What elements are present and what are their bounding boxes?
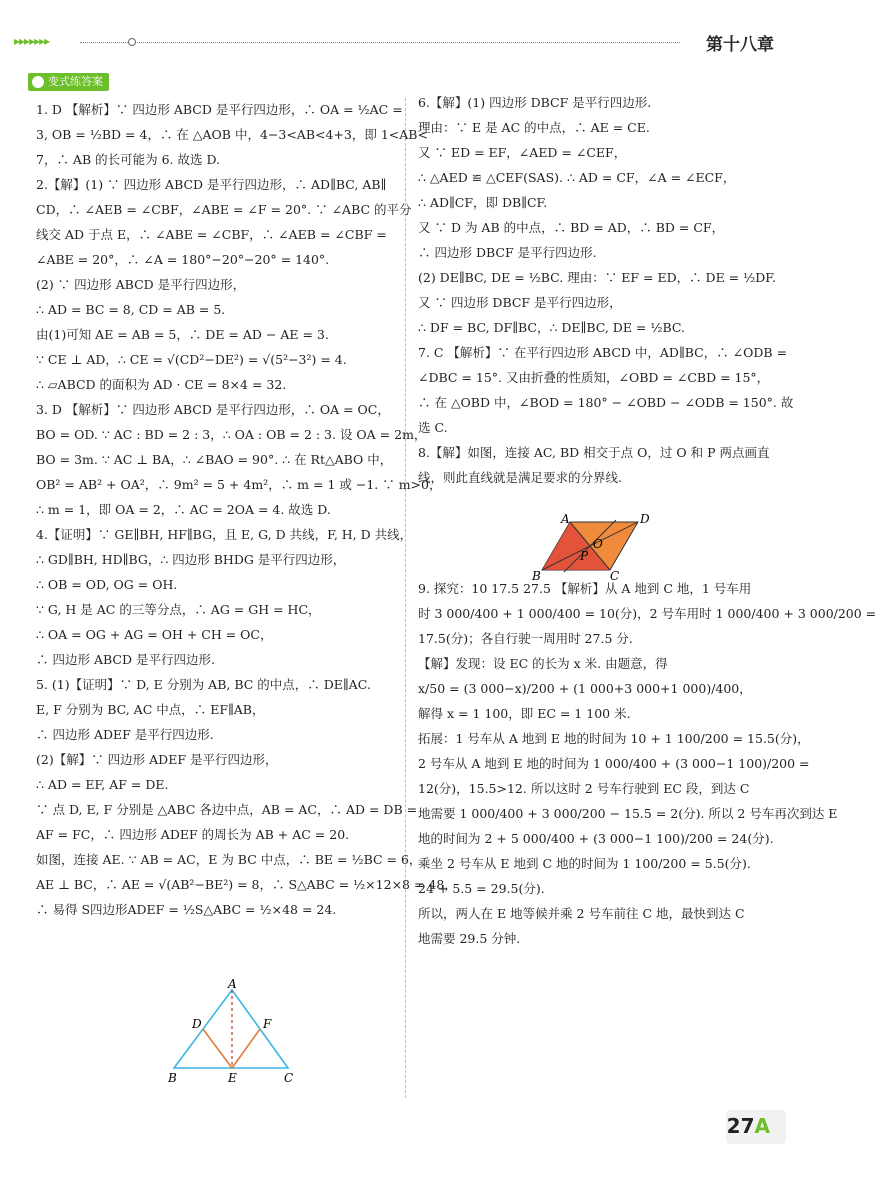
text-line: ∴ OB = OD, OG = OH. — [36, 577, 178, 592]
text-line: (2) DE∥BC, DE = ½BC. 理由：∵ EF = ED，∴ DE = ½DF. — [418, 270, 776, 285]
text-line: 5. (1)【证明】∵ D, E 分别为 AB, BC 的中点，∴ DE∥AC. — [36, 677, 371, 692]
text-line: OB² = AB² + OA²，∴ 9m² = 5 + 4m²，∴ m = 1 或 −1. ∵ m>0， — [36, 477, 442, 492]
text-line: 又 ∵ ED = EF，∠AED = ∠CEF， — [418, 145, 627, 160]
label-c2: C — [610, 569, 620, 583]
text-line: 2 号车从 A 地到 E 地的时间为 1 000/400 + (3 000−1 100)/200 = — [418, 756, 810, 771]
header-arrows: ▸▸▸▸▸▸▸ — [14, 34, 50, 48]
text-line: ∴ 易得 S四边形ADEF = ½S△ABC = ½×48 = 24. — [36, 902, 337, 917]
text-line: 时 3 000/400 + 1 000/400 = 10(分)，2 号车用时 1 000/400 + 3 000/200 = — [418, 606, 876, 621]
text-line: BO = 3m. ∵ AC ⊥ BA，∴ ∠BAO = 90°. ∴ 在 Rt△ABO 中， — [36, 452, 393, 467]
chapter-title: 第十八章 — [706, 35, 774, 55]
label-o: O — [593, 537, 603, 551]
text-line: 地的时间为 2 + 5 000/400 + (3 000−1 100)/200 = 24(分). — [418, 831, 774, 846]
parallelogram-figure — [530, 512, 660, 582]
page-number-mark: A — [754, 1114, 770, 1138]
text-line: ∠ABE = 20°，∴ ∠A = 180°−20°−20° = 140°. — [36, 252, 330, 267]
label-c: C — [284, 1071, 294, 1085]
text-line: (2) ∵ 四边形 ABCD 是平行四边形， — [36, 277, 246, 292]
label-a: A — [228, 977, 237, 991]
text-line: ∴ 四边形 ABCD 是平行四边形. — [36, 652, 215, 667]
text-line: BO = OD. ∵ AC : BD = 2 : 3，∴ OA : OB = 2 : 3. 设 OA = 2m， — [36, 427, 427, 442]
text-line: ∴ △AED ≌ △CEF(SAS). ∴ AD = CF，∠A = ∠ECF， — [418, 170, 736, 185]
text-line: 又 ∵ 四边形 DBCF 是平行四边形， — [418, 295, 622, 310]
text-line: 地需要 1 000/400 + 3 000/200 − 15.5 = 2(分). 所以 2 号车再次到达 E — [418, 806, 838, 821]
text-line: ∴ DF = BC, DF∥BC，∴ DE∥BC, DE = ½BC. — [418, 320, 685, 335]
text-line: 24 + 5.5 = 29.5(分). — [418, 881, 545, 896]
text-line: 9. 探究：10 17.5 27.5 【解析】从 A 地到 C 地，1 号车用 — [418, 581, 752, 596]
text-line: ∴ 四边形 ADEF 是平行四边形. — [36, 727, 214, 742]
text-line: 选 C. — [418, 420, 448, 435]
header-circle-ornament — [128, 38, 136, 46]
text-line: 8.【解】如图，连接 AC, BD 相交于点 O，过 O 和 P 两点画直 — [418, 445, 770, 460]
text-line: 线，则此直线就是满足要求的分界线. — [418, 470, 622, 485]
text-line: 12(分)，15.5>12. 所以这时 2 号车行驶到 EC 段，到达 C — [418, 781, 750, 796]
text-line: 又 ∵ D 为 AB 的中点，∴ BD = AD，∴ BD = CF， — [418, 220, 725, 235]
text-line: ∴ AD∥CF，即 DB∥CF. — [418, 195, 548, 210]
text-line: 17.5(分)；各自行驶一周用时 27.5 分. — [418, 631, 633, 646]
label-b2: B — [532, 569, 541, 583]
header-dotted-line — [80, 42, 680, 43]
text-line: 1. D 【解析】∵ 四边形 ABCD 是平行四边形，∴ OA = ½AC = — [36, 102, 403, 117]
text-line: 6.【解】(1) 四边形 DBCF 是平行四边形. — [418, 95, 652, 110]
column-divider — [405, 98, 406, 1098]
text-line: 3. D 【解析】∵ 四边形 ABCD 是平行四边形，∴ OA = OC， — [36, 402, 390, 417]
label-p: P — [580, 549, 589, 563]
page-number-value: 27 — [726, 1114, 755, 1138]
text-line: 7. C 【解析】∵ 在平行四边形 ABCD 中，AD∥BC，∴ ∠ODB = — [418, 345, 788, 360]
page-number — [727, 1114, 770, 1138]
answer-badge — [28, 73, 109, 91]
text-line: 地需要 29.5 分钟. — [418, 931, 521, 946]
text-line: x/50 = (3 000−x)/200 + (1 000+3 000+1 000)/400， — [418, 681, 752, 696]
text-line: ∴ 四边形 DBCF 是平行四边形. — [418, 245, 597, 260]
badge-icon — [32, 76, 44, 88]
text-line: ∴ ▱ABCD 的面积为 AD · CE = 8×4 = 32. — [36, 377, 287, 392]
text-line: ∵ 点 D, E, F 分别是 △ABC 各边中点，AB = AC，∴ AD = DB = — [36, 802, 418, 817]
text-line: 线交 AD 于点 E，∴ ∠ABE = ∠CBF，∴ ∠AEB = ∠CBF = — [36, 227, 387, 242]
text-line: 【解】发现：设 EC 的长为 x 米. 由题意，得 — [418, 656, 668, 671]
label-a2: A — [561, 512, 570, 526]
text-line: CD，∴ ∠AEB = ∠CBF，∠ABE = ∠F = 20°. ∵ ∠ABC 的平分 — [36, 202, 412, 217]
text-line: 如图，连接 AE. ∵ AB = AC，E 为 BC 中点，∴ BE = ½BC = 6， — [36, 852, 422, 867]
text-line: AE ⊥ BC，∴ AE = √(AB²−BE²) = 8，∴ S△ABC = ½×12×8 = 48， — [36, 877, 457, 892]
text-line: 解得 x = 1 100，即 EC = 1 100 米. — [418, 706, 631, 721]
text-line: ∴ GD∥BH, HD∥BG，∴ 四边形 BHDG 是平行四边形， — [36, 552, 346, 567]
text-line: 2.【解】(1) ∵ 四边形 ABCD 是平行四边形，∴ AD∥BC, AB∥ — [36, 177, 387, 192]
text-line: 乘坐 2 号车从 E 地到 C 地的时间为 1 100/200 = 5.5(分). — [418, 856, 751, 871]
text-line: 拓展：1 号车从 A 地到 E 地的时间为 10 + 1 100/200 = 15.5(分)， — [418, 731, 810, 746]
text-line: ∴ OA = OG + AG = OH + CH = OC， — [36, 627, 273, 642]
label-d2: D — [640, 512, 650, 526]
text-line: 由(1)可知 AE = AB = 5，∴ DE = AD − AE = 3. — [36, 327, 329, 342]
text-line: (2)【解】∵ 四边形 ADEF 是平行四边形， — [36, 752, 278, 767]
text-line: E, F 分别为 BC, AC 中点，∴ EF∥AB， — [36, 702, 265, 717]
label-f: F — [263, 1017, 272, 1031]
text-line: ∴ AD = BC = 8, CD = AB = 5. — [36, 302, 226, 317]
triangle-figure — [160, 978, 320, 1098]
text-line: 7，∴ AB 的长可能为 6. 故选 D. — [36, 152, 221, 167]
label-e: E — [228, 1071, 237, 1085]
text-line: ∠DBC = 15°. 又由折叠的性质知，∠OBD = ∠CBD = 15°， — [418, 370, 770, 385]
text-line: AF = FC，∴ 四边形 ADEF 的周长为 AB + AC = 20. — [36, 827, 350, 842]
label-b: B — [168, 1071, 177, 1085]
text-line: ∵ CE ⊥ AD，∴ CE = √(CD²−DE²) = √(5²−3²) = 4. — [36, 352, 347, 367]
text-line: ∵ G, H 是 AC 的三等分点，∴ AG = GH = HC， — [36, 602, 321, 617]
text-line: ∴ 在 △OBD 中，∠BOD = 180° − ∠OBD − ∠ODB = 150°. 故 — [418, 395, 794, 410]
label-d: D — [192, 1017, 202, 1031]
text-line: 3, OB = ½BD = 4，∴ 在 △AOB 中，4−3<AB<4+3，即 1<AB< — [36, 127, 428, 142]
text-line: ∴ AD = EF, AF = DE. — [36, 777, 169, 792]
text-line: 所以，两人在 E 地等候并乘 2 号车前往 C 地，最快到达 C — [418, 906, 745, 921]
text-line: ∴ m = 1，即 OA = 2，∴ AC = 2OA = 4. 故选 D. — [36, 502, 331, 517]
text-line: 理由：∵ E 是 AC 的中点，∴ AE = CE. — [418, 120, 650, 135]
badge-label: 变式练答案 — [48, 75, 103, 88]
text-line: 4.【证明】∵ GE∥BH, HF∥BG，且 E, G, D 共线，F, H, D 共线， — [36, 527, 413, 542]
